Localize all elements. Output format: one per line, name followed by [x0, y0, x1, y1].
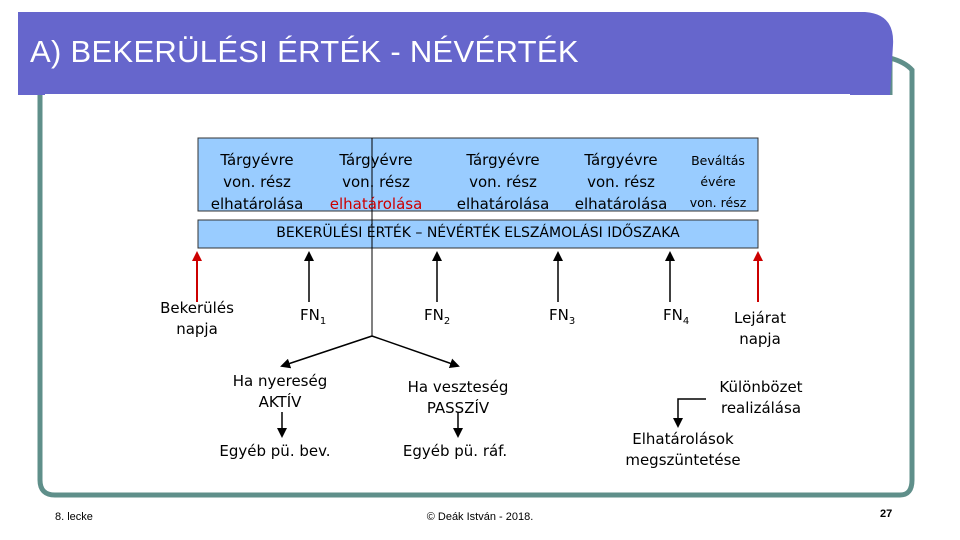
- fn1-label: $FN_1$: [300, 306, 327, 327]
- column-2: [317, 149, 435, 215]
- difference-label-line2: realizálása: [720, 399, 802, 417]
- page-number: 27: [880, 508, 893, 520]
- column-2-line3: elhatárolása: [329, 195, 423, 213]
- column-1-line1: Tárgyévre: [220, 151, 294, 169]
- column-5: [678, 150, 758, 213]
- column-5-line1: Beváltás: [691, 153, 745, 168]
- column-1: [199, 149, 315, 215]
- slide-title: A) BEKERÜLÉSI ÉRTÉK - NÉVÉRTÉK: [30, 34, 579, 69]
- column-1-line3: elhatárolása: [210, 195, 304, 213]
- arrow-to-gain: [282, 336, 372, 366]
- start-label-line2: napja: [176, 320, 218, 338]
- start-label: [145, 298, 249, 340]
- deferrals-label: [608, 429, 758, 471]
- column-5-line3: von. rész: [689, 195, 747, 210]
- column-3-line3: elhatárolása: [456, 195, 550, 213]
- column-4-line1: Tárgyévre: [584, 151, 658, 169]
- column-3-line2: von. rész: [469, 173, 537, 191]
- footer-copyright: © Deák István - 2018.: [426, 511, 534, 523]
- deferrals-label-line2: megszüntetése: [625, 451, 741, 469]
- column-4: [564, 149, 678, 215]
- column-1-line2: von. rész: [223, 173, 291, 191]
- loss-label-line2: PASSZÍV: [426, 399, 490, 417]
- end-label-line2: napja: [739, 330, 781, 348]
- end-label-line1: Lejárat: [734, 309, 786, 327]
- difference-label-line1: Különbözet: [719, 378, 803, 396]
- other-expense-label: Egyéb pü. ráf.: [402, 442, 508, 460]
- column-4-line2: von. rész: [587, 173, 655, 191]
- loss-label: [385, 377, 531, 419]
- column-5-line2: évére: [700, 174, 736, 189]
- start-label-line1: Bekerülés: [160, 299, 234, 317]
- difference-label: [704, 377, 818, 419]
- footer-lesson: 8. lecke: [55, 511, 93, 523]
- arrow-difference-deferrals: [678, 399, 706, 426]
- fn2-label: $FN_2$: [424, 306, 451, 327]
- end-label: [714, 308, 806, 350]
- period-label: BEKERÜLÉSI ÉRTÉK – NÉVÉRTÉK ELSZÁMOLÁSI IDŐSZAKA: [276, 225, 680, 241]
- fn3-label: $FN_3$: [549, 306, 576, 327]
- other-income-label: Egyéb pü. bev.: [219, 442, 331, 460]
- column-3: [443, 149, 563, 215]
- loss-label-line1: Ha veszteség: [407, 378, 509, 396]
- column-2-line2: von. rész: [342, 173, 410, 191]
- column-4-line3: elhatárolása: [574, 195, 668, 213]
- gain-label-line1: Ha nyereség: [232, 372, 328, 390]
- column-3-line1: Tárgyévre: [466, 151, 540, 169]
- deferrals-label-line1: Elhatárolások: [632, 430, 734, 448]
- content-border: [40, 58, 912, 495]
- arrow-to-loss: [372, 336, 458, 366]
- gain-label: [210, 371, 350, 413]
- fn4-label: $FN_4$: [663, 306, 690, 327]
- gain-label-line2: AKTÍV: [258, 393, 302, 411]
- column-2-line1: Tárgyévre: [339, 151, 413, 169]
